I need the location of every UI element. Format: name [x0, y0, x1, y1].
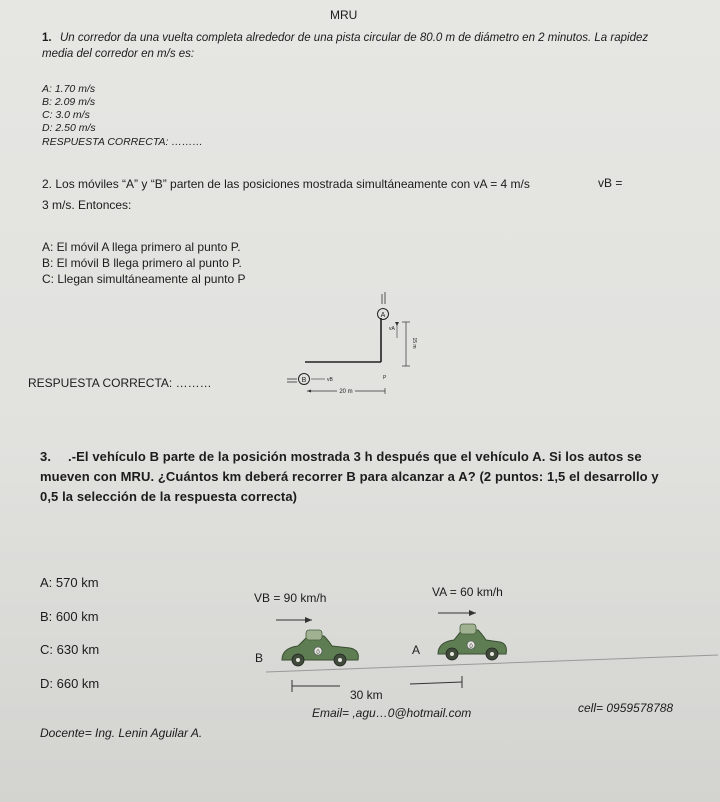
question-1-option-c: C: 3.0 m/s [42, 109, 90, 121]
question-1-option-b: B: 2.09 m/s [42, 96, 96, 108]
dimension-30km-right [410, 682, 462, 684]
velocity-a-label: vA [389, 326, 395, 332]
question-2-option-c: C: Llegan simultáneamente al punto P [42, 272, 246, 286]
question-3-diagram [240, 580, 720, 710]
car-b [282, 630, 358, 666]
velocity-b-label: vB [327, 377, 333, 383]
velocity-a-label: VA = 60 km/h [432, 585, 503, 599]
question-3-option-a: A: 570 km [40, 575, 99, 590]
svg-text:0: 0 [469, 644, 473, 650]
distance-15m-label: 15 m [411, 337, 417, 349]
page-title: MRU [330, 8, 358, 22]
question-1-number: 1. [42, 32, 52, 44]
question-2-vb-label: vB = [598, 176, 623, 190]
car-a-label: A [412, 643, 421, 657]
car-a [438, 624, 506, 660]
mobile-b-label: B [301, 377, 307, 384]
question-2-body: 2. Los móviles “A” y “B” parten de las posiciones mostrada simultáneamente con vA = 4 m/s [42, 177, 530, 191]
question-3-body: .-El vehículo B parte de la posición mostrada 3 h después que el vehículo A. Si los autos se mueven con MRU. ¿Cuántos km deberá recorrer B para alcanzar a A? (2 puntos: 1,5 el desarrollo y 0,5 la selección de la respuesta correcta) [40, 449, 659, 504]
question-1-option-d: D: 2.50 m/s [42, 122, 96, 134]
question-3-number: 3. [40, 449, 52, 464]
question-3-text [40, 447, 680, 507]
question-2-text [42, 174, 682, 216]
question-1-text [42, 30, 672, 62]
svg-text:0: 0 [316, 650, 320, 656]
teacher-cell: cell= 0959578788 [578, 701, 674, 715]
teacher-email: Email= ,agu…0@hotmail.com [312, 706, 472, 720]
question-1-body: Un corredor da una vuelta completa alrededor de una pista circular de 80.0 m de diámetro en 2 minutos. La rapidez media del corredor en m/s es: [42, 32, 649, 60]
point-p-label: P [383, 375, 387, 381]
question-2-option-b: B: El móvil B llega primero al punto P. [42, 256, 242, 270]
distance-20m-label: 20 m [339, 389, 353, 395]
distance-30km-label: 30 km [350, 688, 383, 702]
velocity-b-label: VB = 90 km/h [254, 591, 327, 605]
question-2-diagram [285, 282, 415, 398]
question-1-answer-line: RESPUESTA CORRECTA: ……… [42, 136, 203, 148]
question-2-option-a: A: El móvil A llega primero al punto P. [42, 240, 241, 254]
question-1-option-a: A: 1.70 m/s [42, 83, 96, 95]
teacher-name: Docente= Ing. Lenin Aguilar A. [40, 726, 203, 740]
question-2-body-cont: 3 m/s. Entonces: [42, 198, 132, 212]
car-b-label: B [255, 651, 264, 665]
mobile-a-label: A [380, 312, 386, 319]
question-3-option-b: B: 600 km [40, 609, 99, 624]
question-2-answer-line: RESPUESTA CORRECTA: ……… [28, 376, 212, 390]
question-3-option-c: C: 630 km [40, 642, 100, 657]
question-3-option-d: D: 660 km [40, 676, 100, 691]
